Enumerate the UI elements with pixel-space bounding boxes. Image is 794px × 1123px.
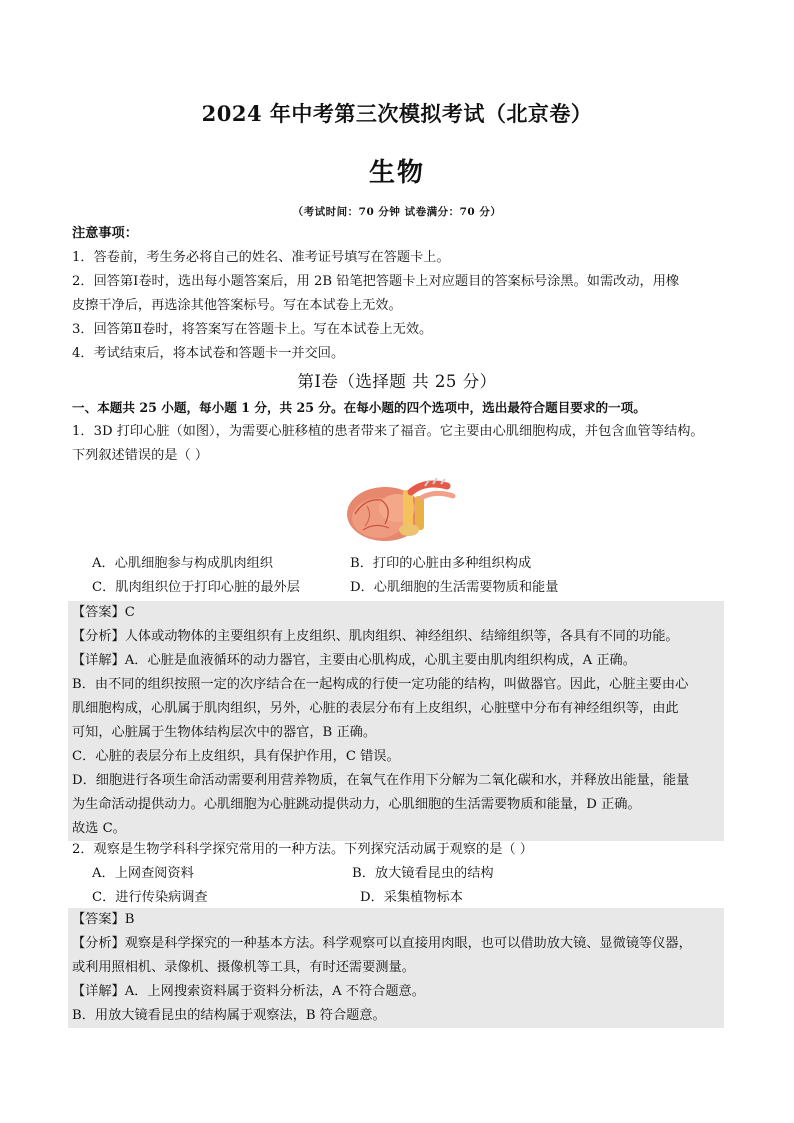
q1-stem-block [72, 396, 724, 468]
q2-option-c: C．进行传染病调查 [92, 890, 208, 905]
q2-detail-line: 【详解】A．上网搜索资料属于资料分析法，A 不符合题意。 [72, 984, 425, 999]
q2-answer: 【答案】B [72, 912, 135, 927]
notes-block [72, 222, 724, 366]
q1-detail-line: D．细胞进行各项生命活动需要利用营养物质，在氧气在作用下分解为二氧化碳和水，并释放出能量，能量 [72, 773, 690, 788]
q1-detail-line: 故选 C。 [72, 821, 126, 836]
q2-stem: 2．观察是生物学科科学探究常用的一种方法。下列探究活动属于观察的是（ ） [72, 842, 533, 857]
exam-title: 2024 年中考第三次模拟考试（北京卷） [201, 101, 593, 126]
q1-analysis: 【分析】人体或动物体的主要组织有上皮组织、肌肉组织、神经组织、结缔组织等，各具有不同的功能。 [72, 629, 679, 644]
q1-detail-line: 可知，心脏属于生物体结构层次中的器官，B 正确。 [72, 725, 377, 740]
exam-info: （考试时间：70 分钟 试卷满分：70 分） [292, 206, 502, 218]
q2-options [92, 862, 712, 910]
q2-option-d: D．采集植物标本 [360, 890, 463, 905]
q1-answer-block [68, 601, 724, 841]
q2-analysis-line: 【分析】观察是科学探究的一种基本方法。科学观察可以直接用肉眼，也可以借助放大镜、显微镜等仪器， [72, 936, 692, 951]
subject-title: 生物 [368, 158, 425, 188]
notes-item: 1．答卷前，考生务必将自己的姓名、准考证号填写在答题卡上。 [72, 250, 450, 265]
q1-stem: 1．3D 打印心脏（如图），为需要心脏移植的患者带来了福音。它主要由心肌细胞构成，并包含血管等结构。 [72, 424, 704, 439]
q1-option-d: D．心肌细胞的生活需要物质和能量 [350, 580, 559, 595]
q1-option-c: C．肌肉组织位于打印心脏的最外层 [92, 580, 300, 595]
heart-image [345, 478, 457, 544]
q1-detail-line: 【详解】A．心脏是血液循环的动力器官，主要由心肌构成，心肌主要由肌肉组织构成，A 正确。 [72, 653, 636, 668]
q1-detail-line: 为生命活动提供动力。心肌细胞为心脏跳动提供动力，心肌细胞的生活需要物质和能量，D 正确。 [72, 797, 641, 812]
q2-detail-line: B．用放大镜看昆虫的结构属于观察法，B 符合题意。 [72, 1008, 386, 1023]
section-instruction: 一、本题共 25 小题，每小题 1 分，共 25 分。在每小题的四个选项中，选出最符合题目要求的一项。 [72, 400, 646, 415]
q1-options [92, 552, 712, 600]
q2-option-b: B．放大镜看昆虫的结构 [352, 866, 494, 881]
notes-item: 皮擦干净后，再选涂其他答案标号。写在本试卷上无效。 [72, 298, 402, 313]
section-title: 第Ⅰ卷（选择题 共 25 分） [297, 372, 497, 391]
q1-option-b: B．打印的心脏由多种组织构成 [350, 556, 532, 571]
q2-answer-block [68, 908, 724, 1028]
q1-detail-line: 肌细胞构成，心肌属于肌肉组织，另外，心脏的表层分布有上皮组织，心脏壁中分布有神经组织等，由此 [72, 701, 679, 716]
q1-detail-line: C．心脏的表层分布上皮组织，具有保护作用，C 错误。 [72, 749, 400, 764]
q1-answer: 【答案】C [72, 605, 135, 620]
q2-option-a: A．上网查阅资料 [92, 866, 194, 881]
notes-heading: 注意事项： [72, 226, 138, 241]
q1-option-a: A．心肌细胞参与构成肌肉组织 [92, 556, 273, 571]
q1-stem: 下列叙述错误的是（ ） [72, 448, 209, 463]
notes-item: 4．考试结束后，将本试卷和答题卡一并交回。 [72, 346, 345, 361]
notes-item: 3．回答第Ⅱ卷时，将答案写在答题卡上。写在本试卷上无效。 [72, 322, 433, 337]
q1-detail-line: B．由不同的组织按照一定的次序结合在一起构成的行使一定功能的结构，叫做器官。因此，心脏主要由心 [72, 677, 689, 692]
q2-stem-block [72, 838, 724, 862]
q2-analysis-line: 或利用照相机、录像机、摄像机等工具，有时还需要测量。 [72, 960, 415, 975]
notes-item: 2．回答第Ⅰ卷时，选出每小题答案后，用 2B 铅笔把答题卡上对应题目的答案标号涂黑。如需改动，用橡 [72, 274, 680, 289]
